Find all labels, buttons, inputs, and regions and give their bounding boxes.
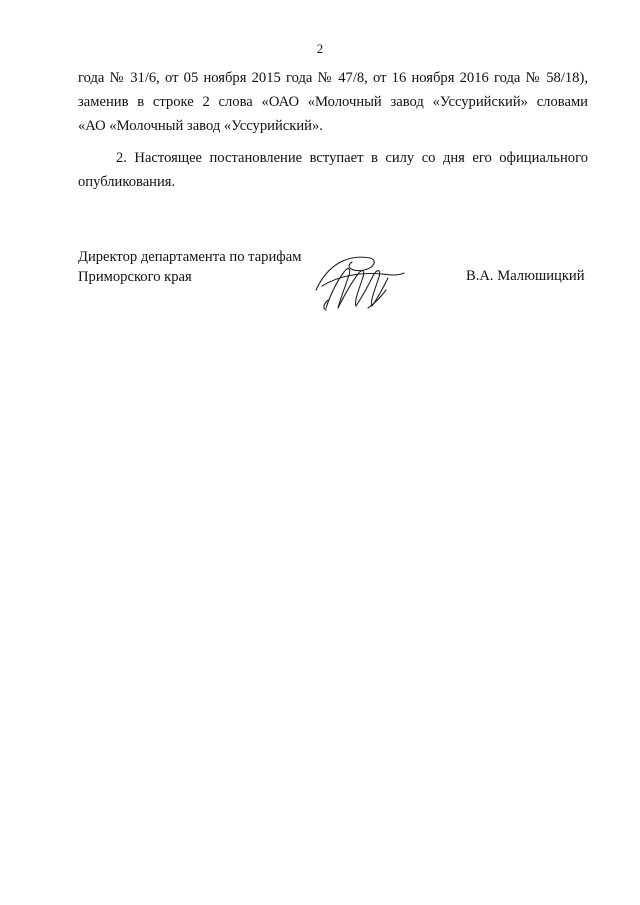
paragraph-effective-date (78, 146, 588, 194)
page-number: 2 (316, 41, 324, 56)
handwritten-signature (308, 246, 410, 316)
paragraph-line: года № 31/6, от 05 ноября 2015 года № 47/8, от 16 ноября 2016 года № 58/18), (78, 70, 588, 86)
signatory-title-line: Приморского края (78, 269, 192, 285)
paragraph-continuation (78, 66, 588, 138)
signature-stroke (322, 273, 404, 286)
paragraph-line: опубликования. (78, 174, 176, 190)
paragraph-line: заменив в строке 2 слова «ОАО «Молочный завод «Уссурийский» словами (78, 94, 588, 110)
paragraph-line: «АО «Молочный завод «Уссурийский». (78, 118, 323, 134)
signature-stroke (356, 271, 388, 306)
paragraph-line: 2. Настоящее постановление вступает в силу со дня его официального (116, 150, 588, 166)
signer-name: В.А. Малюшицкий (466, 268, 585, 284)
signatory-title-line: Директор департамента по тарифам (78, 249, 302, 265)
signatory-title (78, 247, 301, 287)
